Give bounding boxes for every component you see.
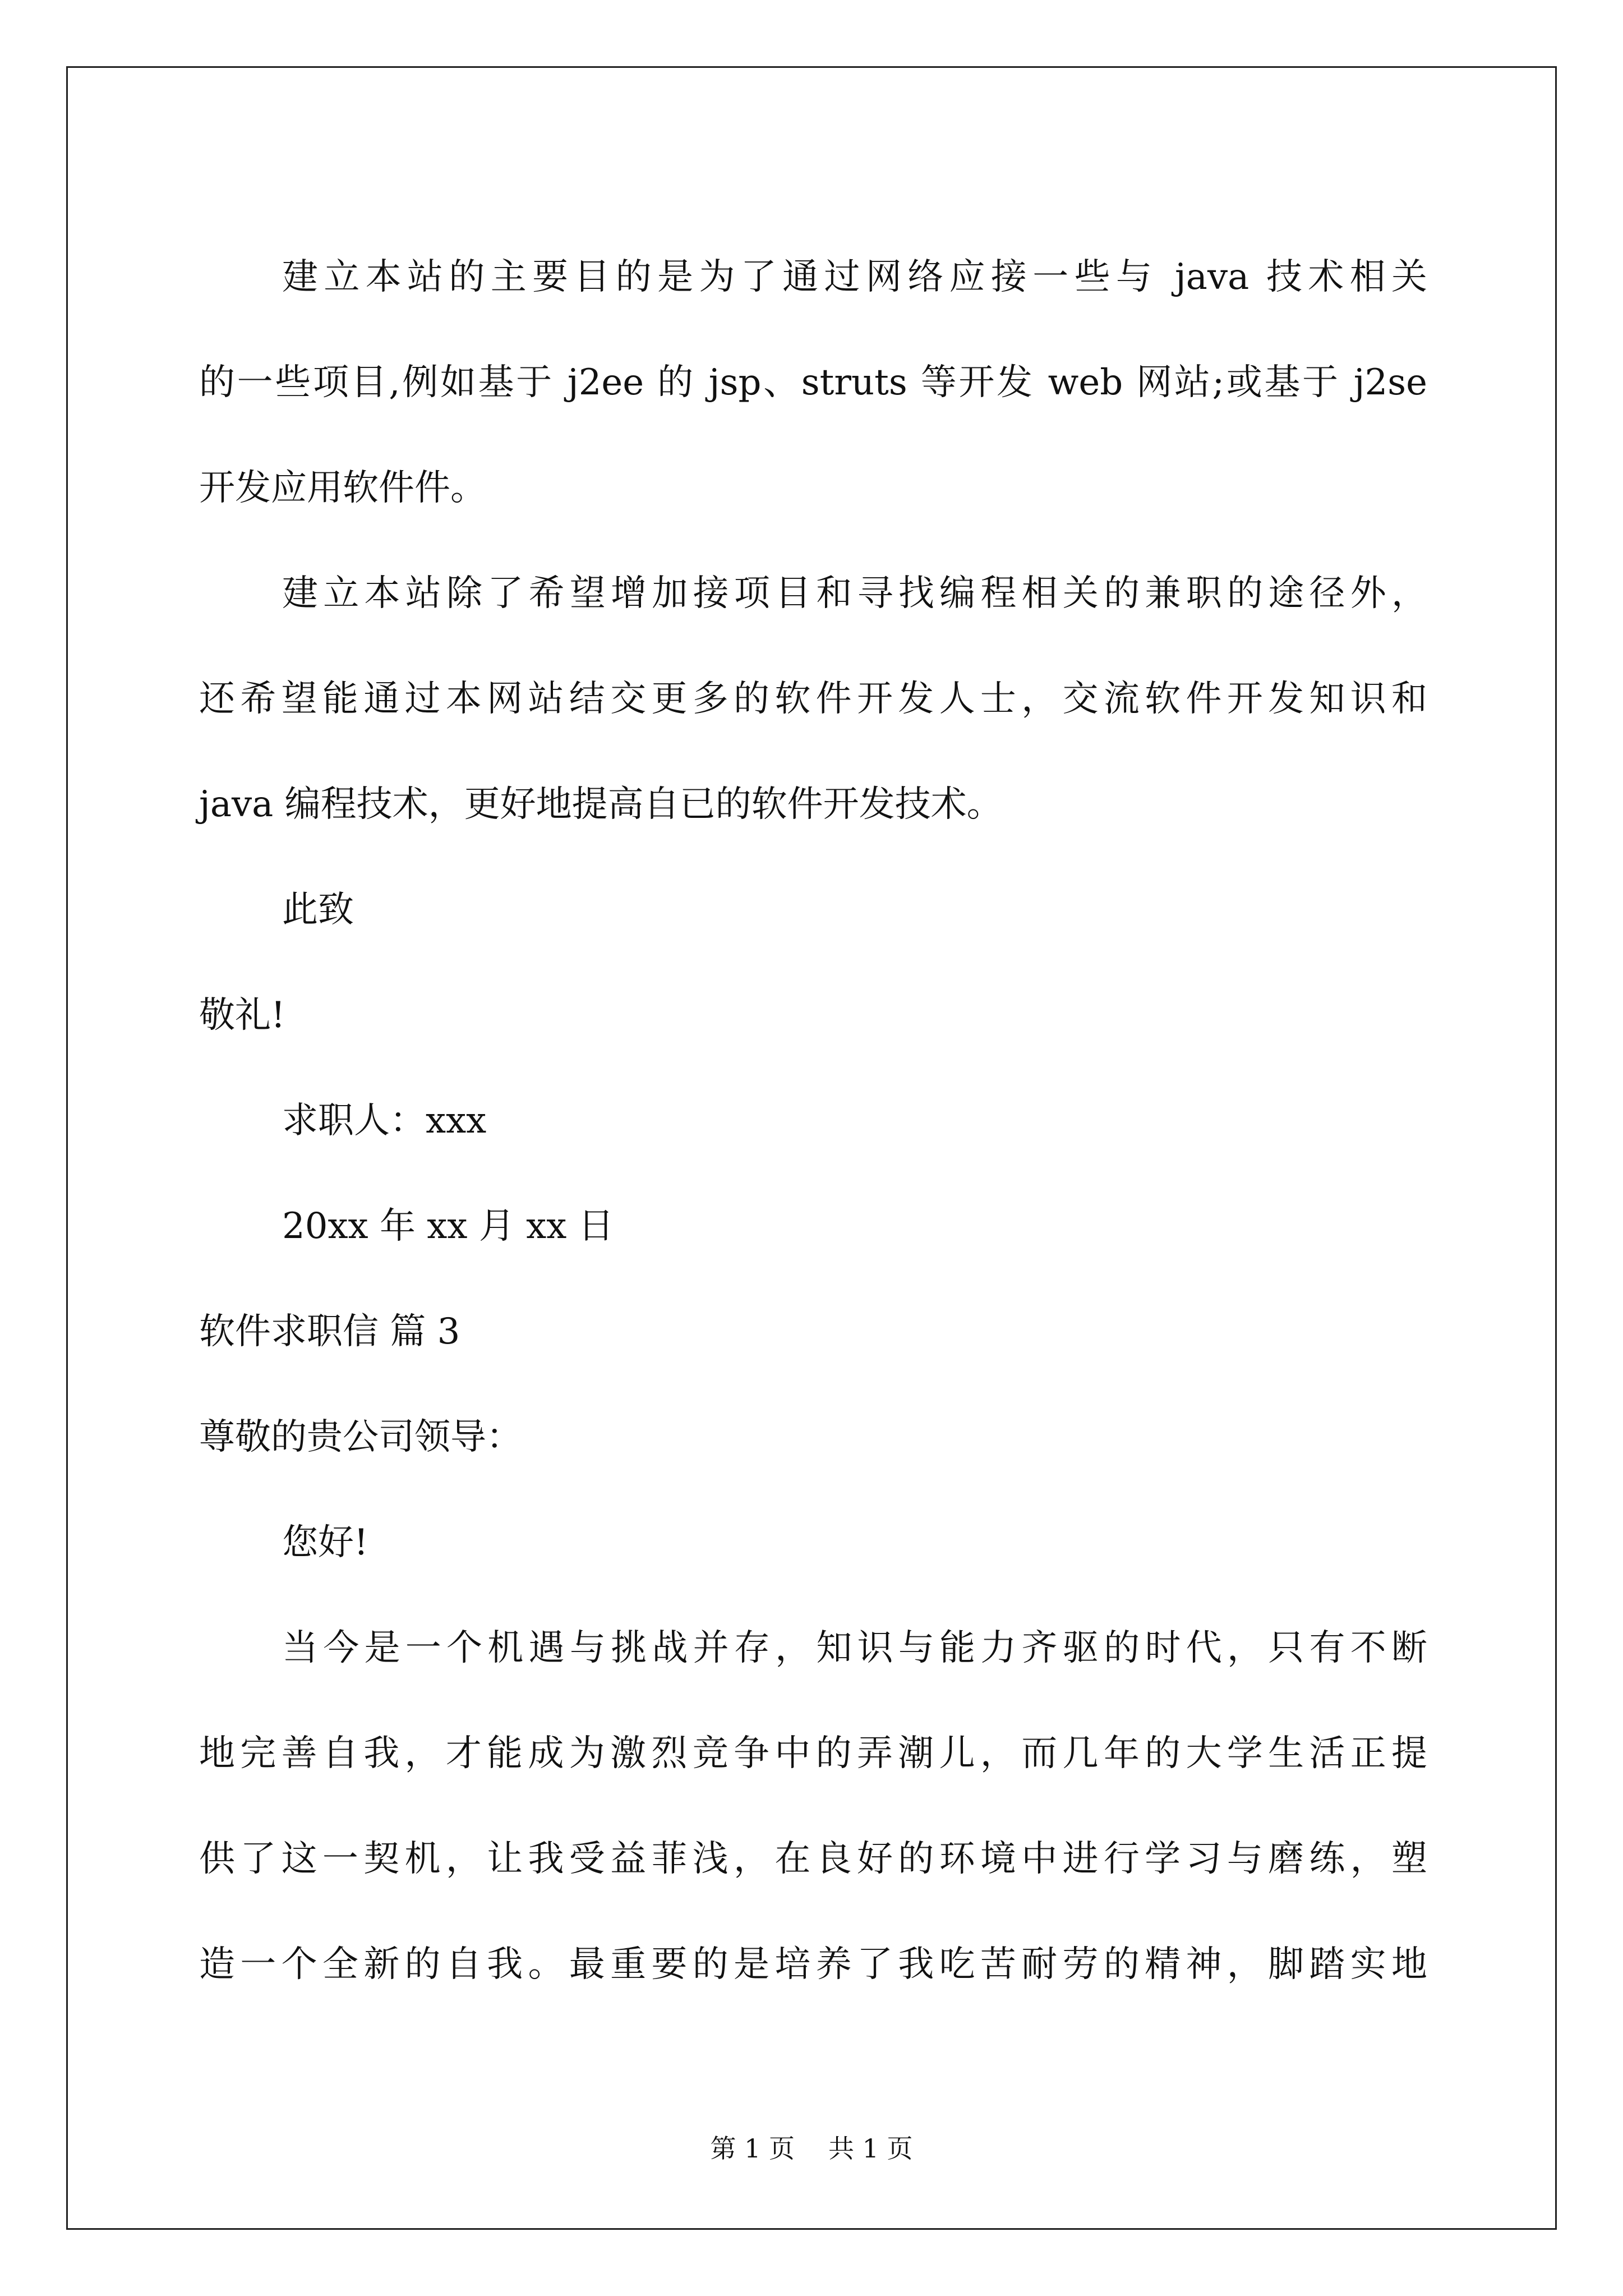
paragraph-line: 开发应用软件件。	[199, 467, 486, 509]
paragraph-line: 造一个全新的自我。最重要的是培养了我吃苦耐劳的精神，脚踏实地	[199, 1944, 1427, 1985]
document-body	[199, 224, 1427, 2017]
applicant-line: 求职人：xxx	[282, 1100, 487, 1142]
page-number: 第 1 页	[710, 2133, 795, 2164]
paragraph-line: 建立本站除了希望增加接项目和寻找编程相关的兼职的途径外，	[282, 573, 1427, 614]
salutation-line: 敬礼!	[199, 995, 285, 1036]
paragraph-line: 建立本站的主要目的是为了通过网络应接一些与 java 技术相关	[282, 256, 1427, 298]
paragraph-line: 还希望能通过本网站结交更多的软件开发人士，交流软件开发知识和	[199, 678, 1427, 720]
section-title: 软件求职信 篇 3	[199, 1311, 460, 1352]
paragraph-line: 的一些项目,例如基于 j2ee 的 jsp、struts 等开发 web 网站;或基于 j2se	[199, 362, 1427, 403]
page-total: 共 1 页	[828, 2133, 913, 2164]
page-footer	[0, 2133, 1623, 2164]
closing-line: 此致	[282, 889, 354, 931]
paragraph-line: java 编程技术，更好地提高自已的软件开发技术。	[199, 784, 1003, 825]
greeting-line: 尊敬的贵公司领导：	[199, 1416, 522, 1458]
paragraph-line: 当今是一个机遇与挑战并存，知识与能力齐驱的时代，只有不断	[282, 1627, 1427, 1669]
paragraph-line: 地完善自我，才能成为激烈竞争中的弄潮儿，而几年的大学生活正提	[199, 1733, 1427, 1774]
paragraph-line: 供了这一契机，让我受益菲浅，在良好的环境中进行学习与磨练，塑	[199, 1838, 1427, 1880]
greeting-hello: 您好!	[282, 1522, 368, 1563]
date-line: 20xx 年 xx 月 xx 日	[282, 1205, 614, 1247]
